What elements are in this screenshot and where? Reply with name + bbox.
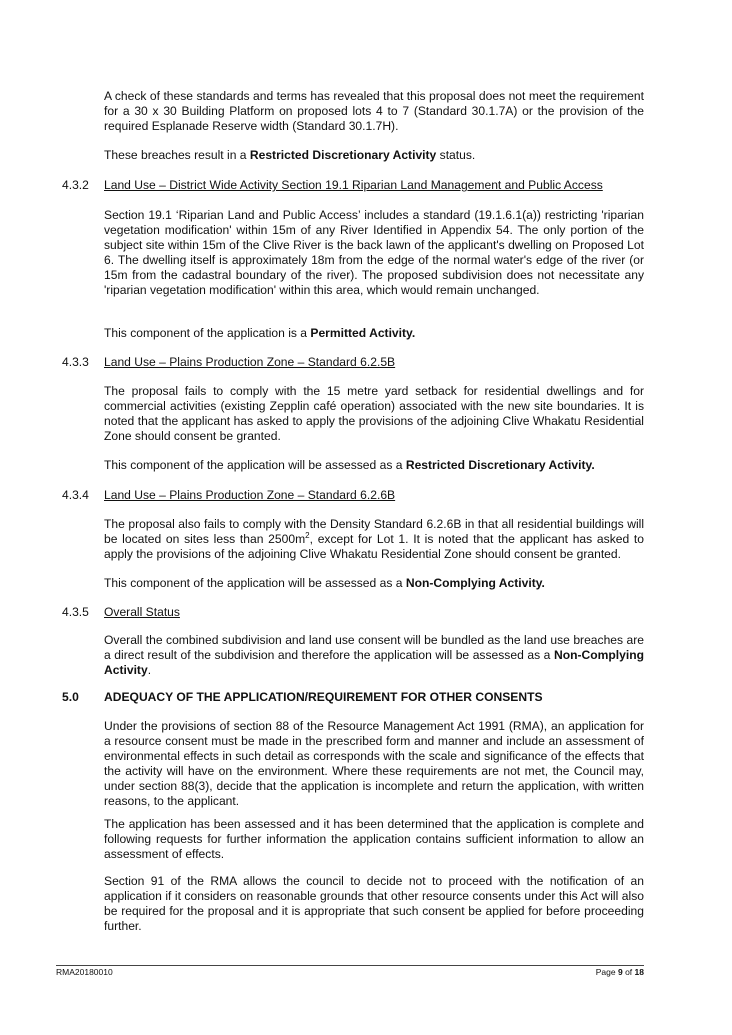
breaches-paragraph: These breaches result in a Restricted Discretionary Activity status. [104, 148, 476, 162]
intro-paragraph: A check of these standards and terms has revealed that this proposal does not meet the requirement for a 30 x 30 Building Platform on proposed lots 4 to 7 (Standard 30.1.7A) or the provision of the required Esplanade Reserve width (Standard 30.1.7H). [104, 89, 644, 134]
footer-page-number: Page 9 of 18 [595, 967, 644, 977]
section-4-3-2-status: This component of the application is a Permitted Activity. [104, 326, 416, 340]
section-5-0-para-1: Under the provisions of section 88 of the Resource Management Act 1991 (RMA), an application for a resource consent must be made in the prescribed form and manner and include an assessment of environmental effects in such detail as corresponds with the scale and significance of the effects that the activity will have on the environment. Where these requirements are not met, the Council may, under section 88(3), decide that the application is incomplete and return the application, with written reasons, to the applicant. [104, 719, 644, 809]
footer-reference: RMA20180010 [56, 967, 113, 977]
footer-rule [56, 965, 644, 966]
section-5-0-heading: 5.0 ADEQUACY OF THE APPLICATION/REQUIREMENT FOR OTHER CONSENTS [62, 690, 543, 704]
section-4-3-4-body: The proposal also fails to comply with the Density Standard 6.2.6B in that all residential buildings will be located on sites less than $2500m^2$, except for Lot 1. It is noted that the applicant has asked to apply the provisions of the adjoining Clive Whakatu Residential Zone should consent be granted. [104, 517, 645, 562]
section-4-3-2-body: Section 19.1 ‘Riparian Land and Public Access’ includes a standard (19.1.6.1(a)) restricting 'riparian vegetation modification' within 15m of any River Identified in Appendix 54. The only portion of the subject site within 15m of the Clive River is the back lawn of the applicant's dwelling on Proposed Lot 6. The dwelling itself is approximately 18m from the edge of the normal water's edge of the river (or 15m from the cadastral boundary of the river). The proposed subdivision does not necessitate any 'riparian vegetation modification' within this area, which would remain unchanged. [104, 208, 644, 298]
section-5-0-para-3: Section 91 of the RMA allows the council to decide not to proceed with the notification of an application if it considers on reasonable grounds that other resource consents under this Act will also be required for the proposal and it is appropriate that such consent be applied for before proceeding further. [104, 874, 644, 934]
section-4-3-5-body: Overall the combined subdivision and land use consent will be bundled as the land use breaches are a direct result of the subdivision and therefore the application will be assessed as a Non-Complying Activity. [104, 633, 644, 678]
section-4-3-4-heading: 4.3.4 Land Use – Plains Production Zone – Standard 6.2.6B [62, 488, 396, 502]
section-4-3-3-body: The proposal fails to comply with the 15 metre yard setback for residential dwellings and for commercial activities (existing Zepplin café operation) associated with the new site boundaries. It is noted that the applicant has asked to apply the provisions of the adjoining Clive Whakatu Residential Zone should consent be granted. [104, 384, 644, 444]
section-4-3-3-heading: 4.3.3 Land Use – Plains Production Zone – Standard 6.2.5B [62, 355, 396, 369]
section-4-3-4-status: This component of the application will be assessed as a Non-Complying Activity. [104, 576, 545, 590]
section-4-3-3-status: This component of the application will be assessed as a Restricted Discretionary Activity. [104, 458, 595, 472]
section-5-0-para-2: The application has been assessed and it has been determined that the application is complete and following requests for further information the application contains sufficient information to allow an assessment of effects. [104, 817, 644, 862]
section-4-3-2-heading: 4.3.2 Land Use – District Wide Activity Section 19.1 Riparian Land Management and Public Access [62, 178, 603, 192]
section-4-3-5-heading: 4.3.5 Overall Status [62, 605, 180, 619]
